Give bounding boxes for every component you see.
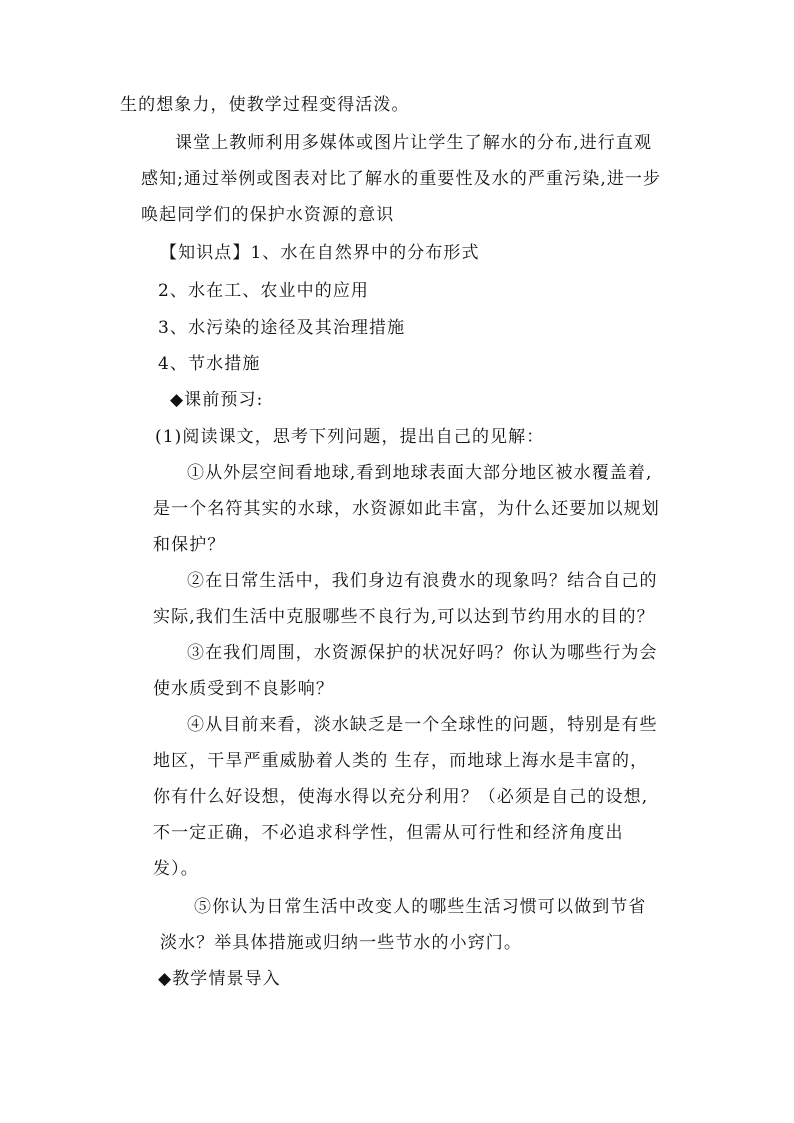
question-4-line-5: 发）。 (153, 859, 199, 879)
question-5-line-1: ⑤你认为日常生活中改变人的哪些生活习惯可以做到节省 (194, 897, 647, 917)
scene-heading: ◆教学情景导入 (158, 969, 281, 989)
question-2-line-1: ②在日常生活中，我们身边有浪费水的现象吗？结合自己的 (187, 571, 658, 591)
knowledge-point-2: 2、水在工、农业中的应用 (158, 281, 370, 301)
knowledge-point-1: 【知识点】1、水在自然界中的分布形式 (160, 243, 480, 263)
question-1-line-3: 和保护？ (153, 535, 226, 555)
knowledge-point-4: 4、节水措施 (158, 354, 261, 374)
question-3-line-1: ③在我们周围，水资源保护的状况好吗？你认为哪些行为会 (187, 643, 658, 663)
question-1-line-2: 是一个名符其实的水球，水资源如此丰富，为什么还要加以规划 (153, 499, 660, 519)
question-3-line-2: 使水质受到不良影响？ (153, 679, 334, 699)
classroom-line-1: 课堂上教师利用多媒体或图片让学生了解水的分布,进行直观 (175, 133, 653, 153)
question-4-line-1: ④从目前来看，淡水缺乏是一个全球性的问题，特别是有些 (187, 715, 658, 735)
question-4-line-2: 地区，干旱严重威胁着人类的 生存，而地球上海水是丰富的， (153, 751, 649, 771)
question-1-line-1: ①从外层空间看地球,看到地球表面大部分地区被水覆盖着, (187, 463, 653, 483)
knowledge-point-3: 3、水污染的途径及其治理措施 (158, 318, 406, 338)
question-4-line-4: 不一定正确，不必追求科学性，但需从可行性和经济角度出 (153, 823, 624, 843)
question-intro: (1)阅读课文，思考下列问题，提出自己的见解： (155, 427, 545, 447)
classroom-line-3: 唤起同学们的保护水资源的意识 (141, 205, 395, 225)
classroom-line-2: 感知;通过举例或图表对比了解水的重要性及水的严重污染,进一步 (141, 169, 662, 189)
question-5-line-2: 淡水？举具体措施或归纳一些节水的小窍门。 (160, 933, 522, 953)
preview-heading: ◆课前预习: (170, 390, 264, 410)
question-4-line-3: 你有什么好设想，使海水得以充分利用？（必须是自己的设想, (153, 787, 649, 807)
intro-tail-line: 生的想象力，使教学过程变得活泼。 (120, 95, 410, 115)
question-2-line-2: 实际,我们生活中克服哪些不良行为,可以达到节约用水的目的？ (153, 607, 655, 627)
